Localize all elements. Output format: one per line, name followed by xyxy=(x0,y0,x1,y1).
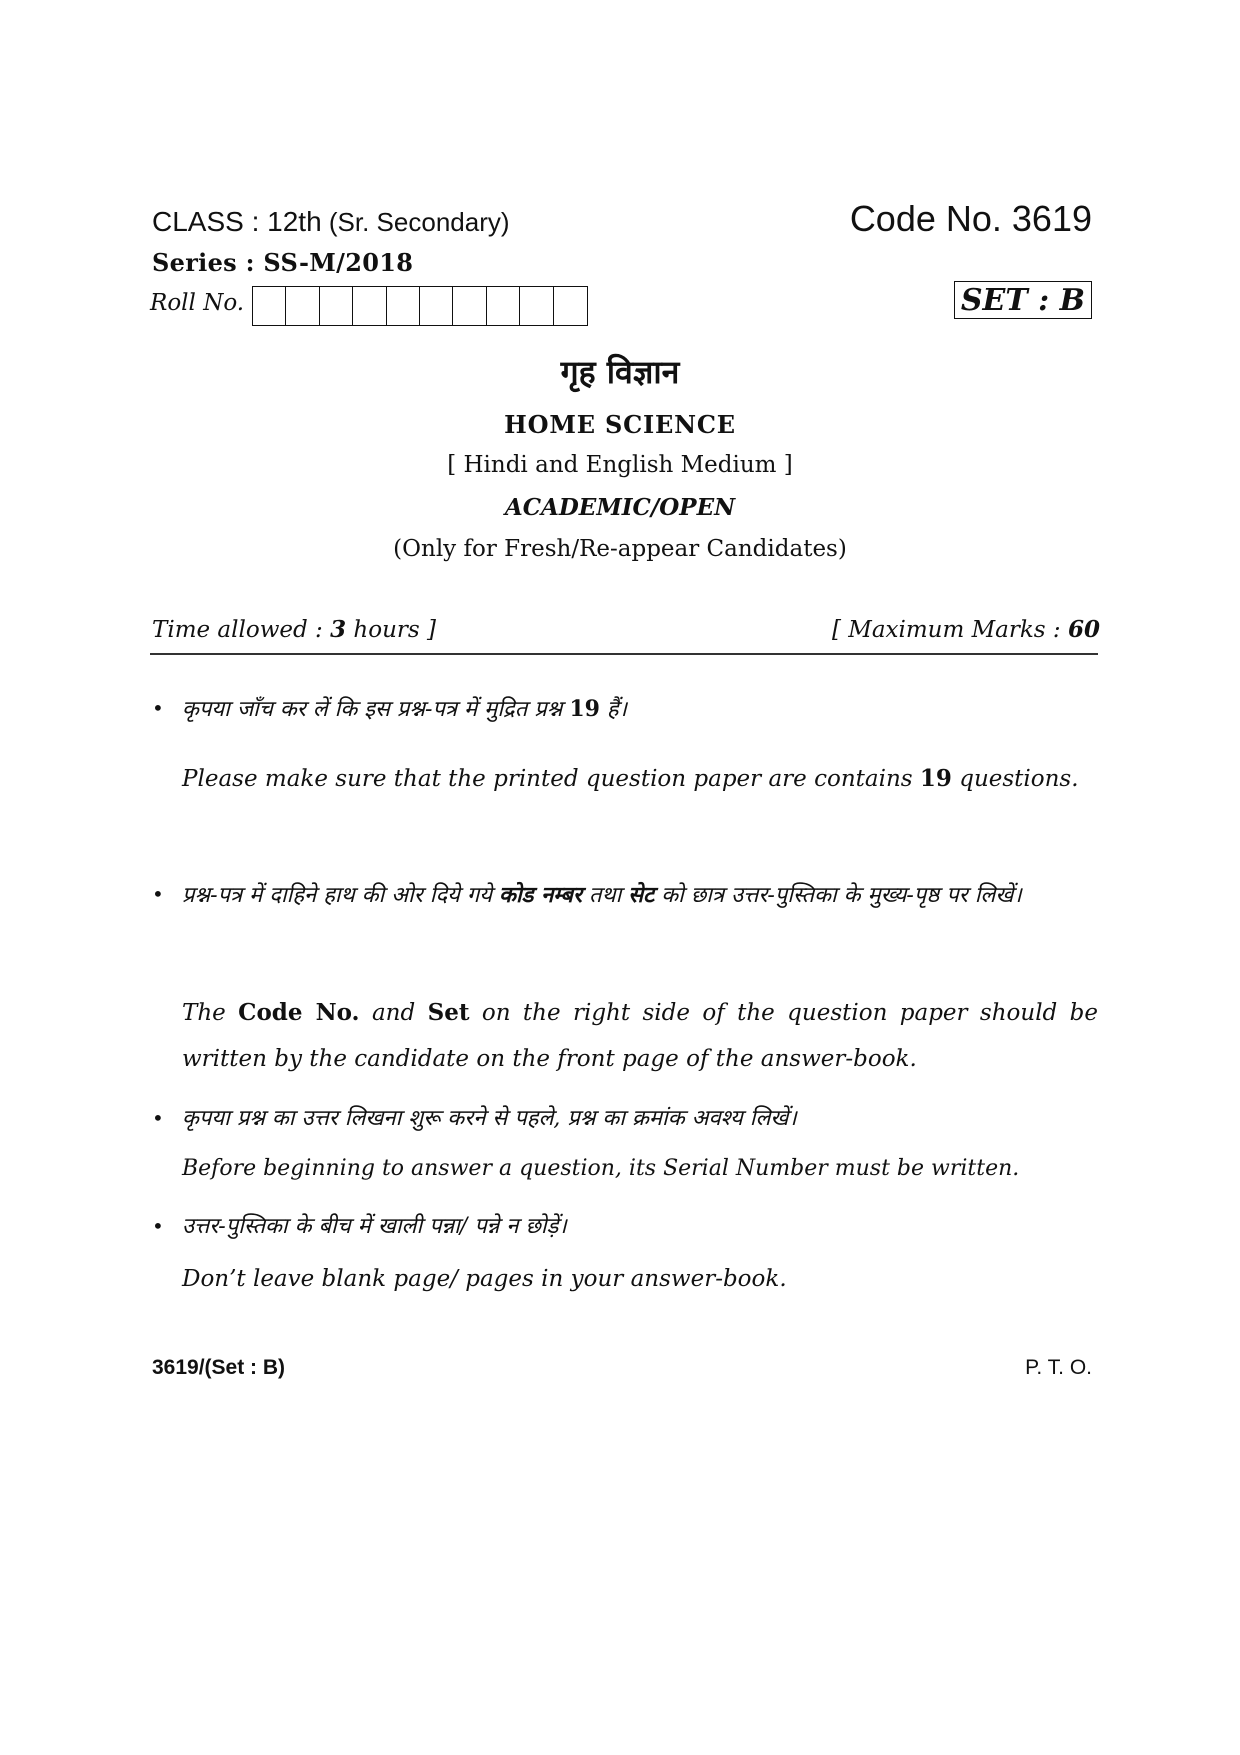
i2-en-a: The xyxy=(182,1000,239,1026)
i1-hi-num: 19 xyxy=(569,696,600,722)
page-turn-over: P. T. O. xyxy=(1025,1356,1092,1379)
instruction-1-hindi xyxy=(182,686,1098,733)
maximum-marks xyxy=(832,616,1100,643)
instruction-1-english xyxy=(182,756,1098,802)
series: Series : SS-M/2018 xyxy=(152,248,414,277)
roll-number-boxes[interactable] xyxy=(252,286,588,326)
candidates-note: (Only for Fresh/Re-appear Candidates) xyxy=(393,536,847,562)
footer-code: 3619/(Set : B) xyxy=(152,1356,286,1379)
code-number: Code No. 3619 xyxy=(849,198,1092,239)
title-english: HOME SCIENCE xyxy=(504,410,736,439)
i1-hi-b: हैं। xyxy=(599,697,627,722)
divider xyxy=(150,653,1098,655)
instruction-4-hindi: उत्तर-पुस्तिका के बीच में खाली पन्ना/ पन्ने न छोड़ें। xyxy=(182,1214,567,1239)
roll-box[interactable] xyxy=(387,287,420,325)
instruction-2-hindi xyxy=(182,872,1098,919)
roll-box[interactable] xyxy=(253,287,286,325)
stream-label: ACADEMIC/OPEN xyxy=(504,494,736,521)
set-badge: SET : B xyxy=(954,281,1092,319)
medium-note: [ Hindi and English Medium ] xyxy=(447,452,793,478)
time-prefix: Time allowed : xyxy=(152,617,331,643)
roll-label: Roll No. xyxy=(150,290,245,316)
roll-box[interactable] xyxy=(453,287,486,325)
i2-en-b: on the right side of the question paper should be written by the candidate on the front page of the answer-book. xyxy=(182,1000,1098,1072)
roll-box[interactable] xyxy=(353,287,386,325)
i2-en-mid: and xyxy=(359,1000,428,1026)
i2-hi-mid: तथा xyxy=(582,883,629,908)
time-value: 3 xyxy=(330,616,347,643)
instruction-3-english: Before beginning to answer a question, its Serial Number must be written. xyxy=(182,1156,1020,1181)
bullet-icon: • xyxy=(152,696,164,720)
marks-prefix: [ Maximum Marks : xyxy=(831,617,1068,643)
roll-box[interactable] xyxy=(487,287,520,325)
i1-en-num: 19 xyxy=(919,765,952,792)
roll-box[interactable] xyxy=(286,287,319,325)
title-hindi: गृह विज्ञान xyxy=(560,353,680,391)
roll-box[interactable] xyxy=(554,287,587,325)
i2-en-code: Code No. xyxy=(238,999,360,1026)
roll-box[interactable] xyxy=(420,287,453,325)
bullet-icon: • xyxy=(152,1106,164,1130)
bullet-icon: • xyxy=(152,1214,164,1238)
class-label xyxy=(152,206,510,238)
roll-box[interactable] xyxy=(520,287,553,325)
i2-hi-set: सेट xyxy=(628,882,655,908)
instruction-4-english: Don’t leave blank page/ pages in your answer-book. xyxy=(182,1266,787,1292)
i2-hi-b: को छात्र उत्तर-पुस्तिका के मुख्य-पृष्ठ पर लिखें। xyxy=(654,883,1022,908)
class-value: CLASS : 12th xyxy=(152,206,322,237)
instruction-2-english xyxy=(182,990,1098,1082)
instruction-3-hindi: कृपया प्रश्न का उत्तर लिखना शुरू करने से पहले, प्रश्न का क्रमांक अवश्य लिखें। xyxy=(182,1106,797,1131)
i2-en-set: Set xyxy=(427,999,470,1026)
i2-hi-a: प्रश्न-पत्र में दाहिने हाथ की ओर दिये गये xyxy=(182,883,500,908)
marks-value: 60 xyxy=(1067,616,1100,643)
i1-en-b: questions. xyxy=(951,766,1079,792)
time-suffix: hours ] xyxy=(346,617,436,643)
class-suffix: (Sr. Secondary) xyxy=(328,207,510,237)
bullet-icon: • xyxy=(152,882,164,906)
roll-box[interactable] xyxy=(320,287,353,325)
i1-en-a: Please make sure that the printed question paper are contains xyxy=(182,766,920,792)
time-allowed xyxy=(152,616,436,643)
i1-hi-a: कृपया जाँच कर लें कि इस प्रश्न-पत्र में मुद्रित प्रश्न xyxy=(182,697,570,722)
i2-hi-code: कोड नम्बर xyxy=(499,882,582,908)
